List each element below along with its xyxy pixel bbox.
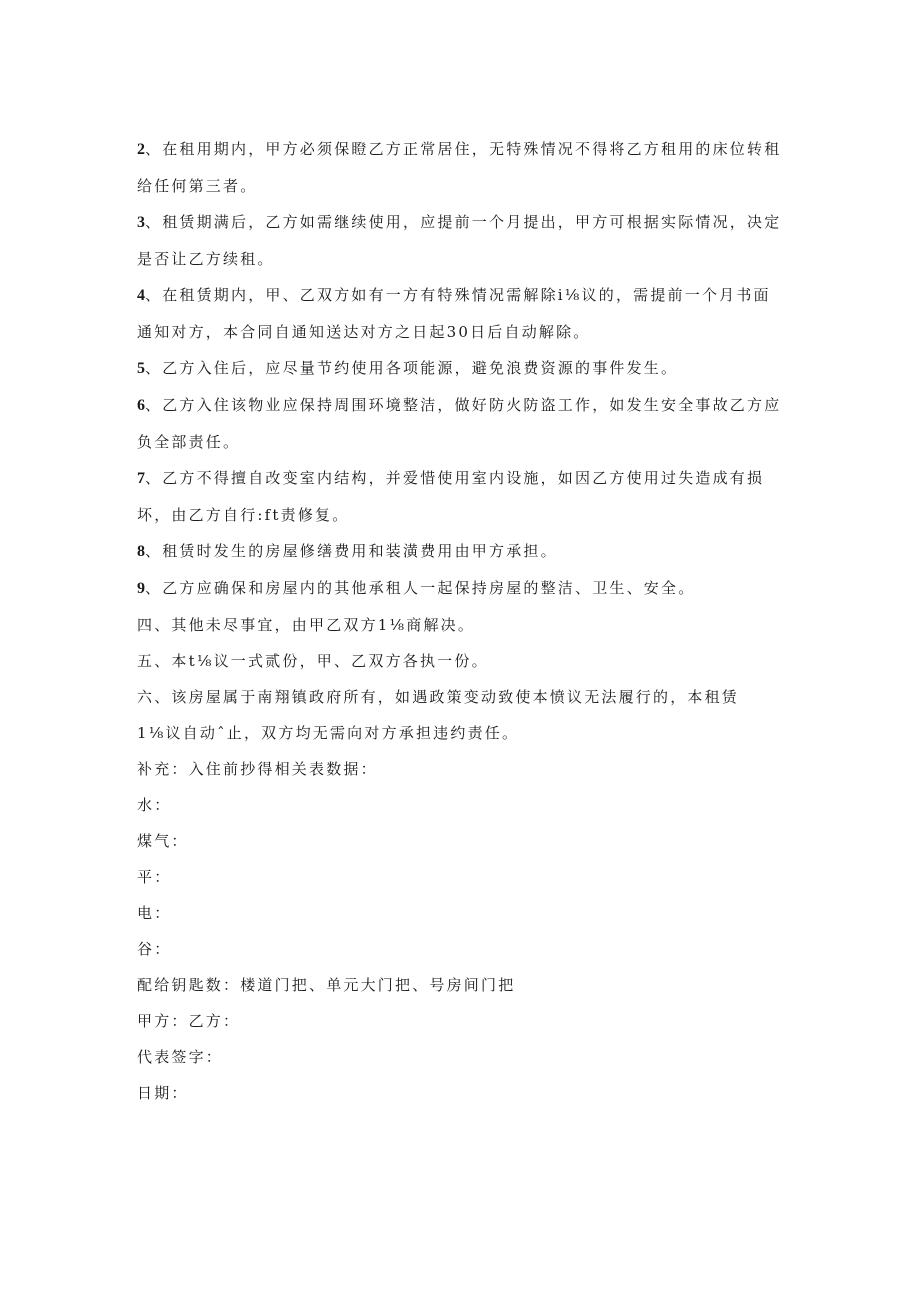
clause-number: 5 [137,360,145,377]
section-6-line-2: 1⅛议自动ˆ止，双方均无需向对方承担违约责任。 [137,724,520,742]
clause-8-line-1: 8、租赁时发生的房屋修缮费用和装潢费用由甲方承担。 [137,542,558,560]
clause-number: 2 [137,141,145,158]
clause-6-line-2: 负全部责任。 [137,433,241,451]
section-5-line-1: 五、本t⅛议一式贰份，甲、乙双方各执一份。 [137,652,489,670]
clause-6-line-1: 6、乙方入住该物业应保持周围环境整洁，做好防火防盗工作，如发生安全事故乙方应 [137,396,782,414]
clause-5 [137,350,787,387]
clause-7-line-1: 7、乙方不得擅自改变室内结构，并爱惜使用室内设施，如因乙方使用过失造成有损 [137,469,765,487]
clause-2-line-1: 2、在租用期内，甲方必须保瞪乙方正常居住，无特殊情况不得将乙方租用的床位转租 [137,140,782,158]
clause-number: 8 [137,543,145,560]
clause-number: 3 [137,214,145,231]
supplement-heading: 补充：入住前抄得相关表数据： [137,760,378,778]
water-reading-field: 水： [137,796,172,814]
clause-4-line-2: 通知对方，本合同自通知送达对方之日起30日后自动解除。 [137,323,591,341]
contract-body [137,131,787,1111]
section-6 [137,679,787,751]
clause-6 [137,387,787,460]
section-4-line-1: 四、其他未尽事宜，由甲乙双方1⅛商解决。 [137,616,476,634]
clause-9-line-1: 9、乙方应确保和房屋内的其他承租人一起保持房屋的整洁、卫生、安全。 [137,579,696,597]
clause-2-line-2: 给任何第三者。 [137,177,258,195]
gas-reading-field: 煤气： [137,832,189,850]
clause-number: 4 [137,287,145,304]
clause-4 [137,277,787,350]
clause-3-line-1: 3、租赁期满后，乙方如需继续使用，应提前一个月提出，甲方可根据实际情况，决定 [137,213,782,231]
section-6-line-1: 六、该房屋属于南翔镇政府所有，如遇政策变动致使本愤议无法履行的，本租赁 [137,688,740,706]
keys-count-field: 配给钥匙数：楼道门把、单元大门把、号房间门把 [137,976,516,994]
section-5 [137,643,787,679]
clause-number: 9 [137,580,145,597]
valley-rate-reading-field: 谷： [137,940,172,958]
clause-5-line-1: 5、乙方入住后，应尽量节约使用各项能源，避免浪费资源的事件发生。 [137,359,679,377]
parties-field: 甲方：乙方： [137,1012,241,1030]
clause-7-line-2: 坏，由乙方自行:ft责修复。 [137,506,350,524]
clause-number: 7 [137,470,145,487]
clause-4-line-1: 4、在租赁期内，甲、乙双方如有一方有特殊情况需解除i⅛议的，需提前一个月书面 [137,286,771,304]
date-field: 日期： [137,1084,189,1102]
signature-field: 代表签字： [137,1048,224,1066]
clause-9 [137,570,787,607]
flat-rate-reading-field: 平： [137,868,172,886]
clause-3 [137,204,787,277]
clause-3-line-2: 是否让乙方续租。 [137,250,275,268]
clause-8 [137,533,787,570]
clause-number: 6 [137,397,145,414]
clause-7 [137,460,787,533]
section-4 [137,607,787,643]
electric-reading-field: 电： [137,904,172,922]
clause-2 [137,131,787,204]
